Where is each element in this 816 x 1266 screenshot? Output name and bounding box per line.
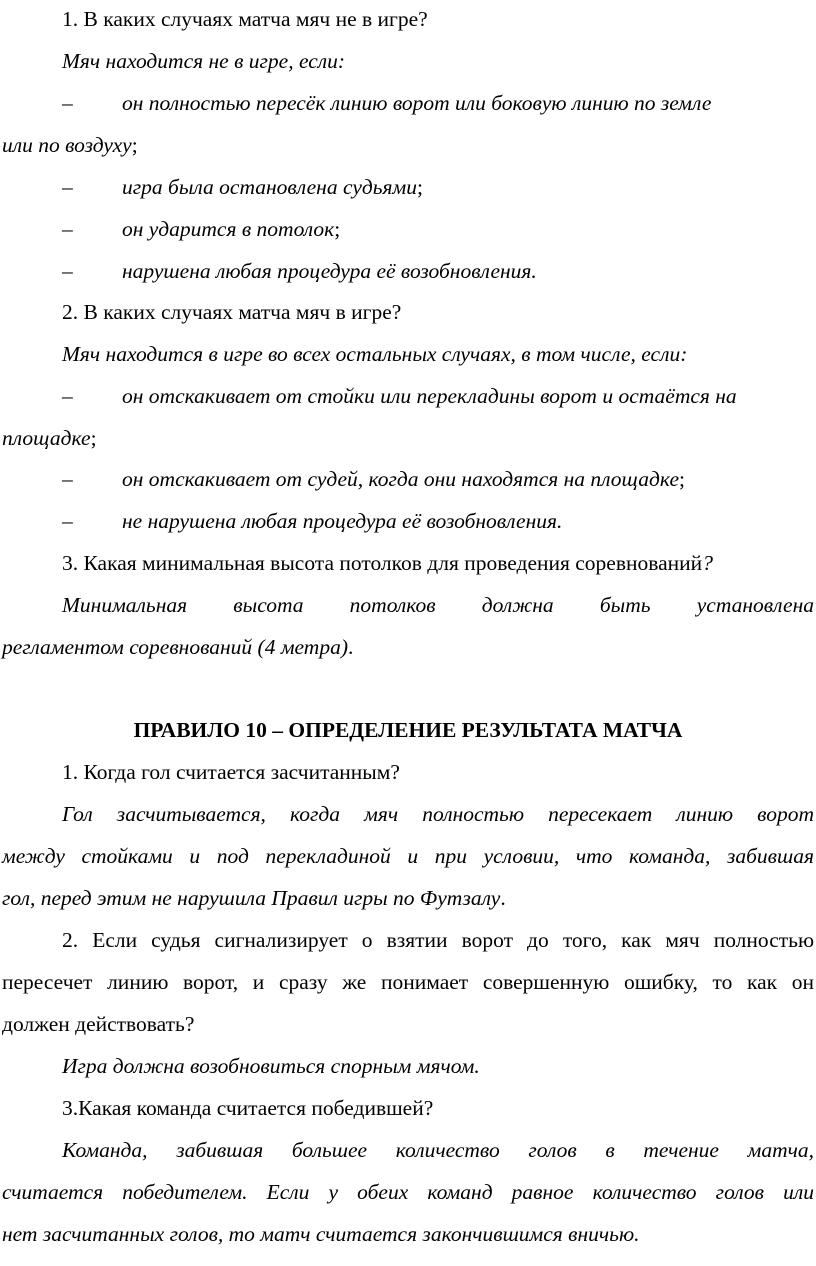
answer-1-item-3	[122, 216, 340, 242]
rule-10-question-2-line-3: должен действовать?	[2, 1012, 195, 1036]
answer-1-item-1-line-1: он полностью пересёк линию ворот или боковую линию по земле	[122, 91, 712, 115]
answer-1-item-4: нарушена любая процедура её возобновления.	[122, 259, 537, 283]
answer-1-item-1-text: или по воздуху	[2, 133, 132, 157]
answer-2-item-3: не нарушена любая процедура её возобновления.	[122, 509, 563, 533]
semicolon: ;	[90, 426, 97, 450]
answer-2-intro: Мяч находится в игре во всех остальных случаях, в том числе, если:	[62, 342, 688, 366]
rule-10-question-2-line-1: 2. Если судья сигнализирует о взятии ворот до того, как мяч полностью	[62, 928, 814, 952]
dash-bullet: –	[62, 259, 73, 283]
question-mark: ?	[702, 551, 713, 575]
rule-10-answer-3-line-2: считается победителем. Если у обеих команд равное количество голов или	[2, 1180, 814, 1204]
question-2: 2. В каких случаях матча мяч в игре?	[62, 300, 402, 324]
question-3	[62, 550, 713, 576]
answer-2-item-2-text: он отскакивает от судей, когда они находятся на площадке	[122, 467, 679, 491]
dash-bullet: –	[62, 217, 73, 241]
rule-10-question-1: 1. Когда гол считается засчитанным?	[62, 760, 400, 784]
dash-bullet: –	[62, 175, 73, 199]
answer-1-item-1-line-2	[2, 132, 138, 158]
rule-10-answer-1-line-2: между стойками и под перекладиной и при условии, что команда, забившая	[2, 844, 814, 868]
dash-bullet: –	[62, 467, 73, 491]
rule-10-answer-1-text: гол, перед этим не нарушила Правил игры по Футзалу	[2, 886, 501, 910]
section-heading: ПРАВИЛО 10 – ОПРЕДЕЛЕНИЕ РЕЗУЛЬТАТА МАТЧА	[133, 718, 683, 742]
question-3-text: 3. Какая минимальная высота потолков для проведения соревнований	[62, 551, 703, 575]
answer-2-item-2	[122, 466, 685, 492]
dash-bullet: –	[62, 509, 73, 533]
dash-bullet: –	[62, 384, 73, 408]
rule-10-answer-3-line-1: Команда, забившая большее количество голов в течение матча,	[62, 1138, 814, 1162]
period: .	[348, 635, 354, 659]
semicolon: ;	[334, 217, 341, 241]
answer-2-item-1-line-2	[2, 425, 97, 451]
question-1: 1. В каких случаях матча мяч не в игре?	[62, 7, 428, 31]
answer-1-item-2-text: игра была остановлена судьями	[122, 175, 417, 199]
rule-10-answer-1-line-1: Гол засчитывается, когда мяч полностью пересекает линию ворот	[62, 802, 814, 826]
semicolon: ;	[679, 467, 685, 491]
rule-10-question-2-line-2: пересечет линию ворот, и сразу же понимает совершенную ошибку, то как он	[2, 970, 814, 994]
semicolon: ;	[416, 175, 423, 199]
period: .	[500, 886, 506, 910]
semicolon: ;	[131, 133, 138, 157]
rule-10-answer-1-line-3	[2, 885, 506, 911]
answer-3-line-2	[2, 634, 353, 660]
answer-2-item-1-text: площадке	[2, 426, 91, 450]
answer-1-item-2	[122, 174, 423, 200]
rule-10-question-3: 3.Какая команда считается победившей?	[62, 1096, 434, 1120]
answer-2-item-1-line-1: он отскакивает от стойки или перекладины ворот и остаётся на	[122, 384, 737, 408]
rule-10-answer-2: Игра должна возобновиться спорным мячом.	[62, 1054, 480, 1078]
answer-3-line-1: Минимальная высота потолков должна быть установлена	[62, 593, 814, 617]
answer-1-item-3-text: он ударится в потолок	[122, 217, 335, 241]
dash-bullet: –	[62, 91, 73, 115]
answer-3-text: регламентом соревнований (4 метра)	[2, 635, 348, 659]
rule-10-answer-3-line-3: нет засчитанных голов, то матч считается закончившимся вничью.	[2, 1222, 640, 1246]
answer-1-intro: Мяч находится не в игре, если:	[62, 49, 346, 73]
